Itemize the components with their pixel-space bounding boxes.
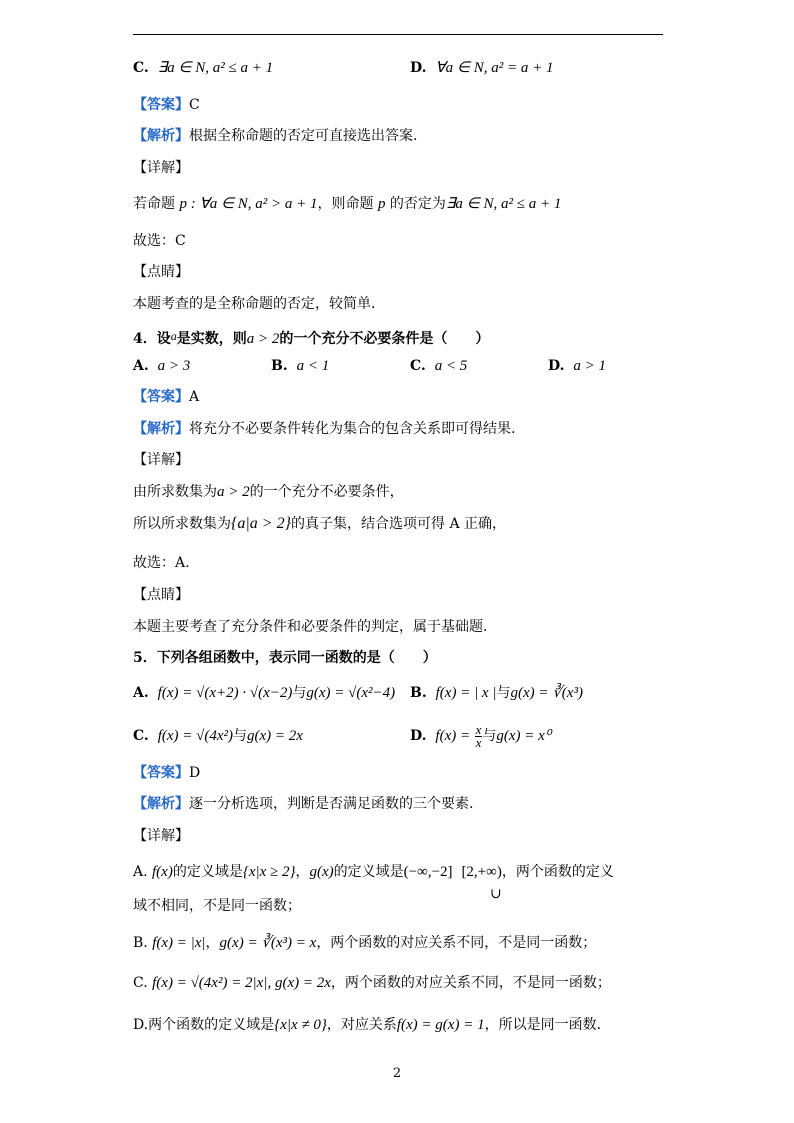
q3-analysis — [133, 126, 417, 146]
q3-option-c — [133, 58, 273, 78]
analysis-tag: 【解析】 — [133, 421, 189, 437]
math: p — [377, 196, 386, 212]
math: g(x) — [309, 864, 334, 880]
q4-option-c — [410, 356, 467, 376]
text: 的一个充分不必要条件是（ ） — [279, 331, 490, 347]
q5-option-d — [410, 722, 551, 750]
q4-detail-line-1 — [133, 482, 404, 502]
answer-tag: 【答案】 — [133, 97, 189, 113]
option-math: a < 1 — [296, 358, 330, 374]
option-label: C. — [133, 60, 149, 76]
option-math: g(x) = x⁰ — [496, 728, 551, 744]
text: B. — [133, 935, 153, 951]
q5-analysis — [133, 794, 473, 814]
q4-detail-line-2 — [133, 514, 506, 534]
math: {x|x ≥ 2} — [242, 864, 296, 880]
text: 若命题 — [133, 196, 180, 212]
q4-option-b — [271, 356, 329, 376]
page-number: 2 — [392, 1066, 402, 1081]
text: ，两个函数的对应关系不同，不是同一函数； — [330, 975, 611, 991]
comment-text: 本题主要考查了充分条件和必要条件的判定，属于基础题. — [133, 619, 488, 635]
text: D.两个函数的定义域是 — [133, 1017, 275, 1033]
analysis-tag: 【解析】 — [133, 796, 189, 812]
math: (−∞,−2] — [403, 864, 453, 880]
analysis-text: 将充分不必要条件转化为集合的包含关系即可得结果. — [189, 421, 516, 437]
q3-detail-line — [133, 194, 561, 214]
text: ，则命题 — [317, 196, 378, 212]
text: 与 — [496, 685, 511, 701]
q5-option-a — [133, 683, 395, 703]
q5-detail-b — [133, 933, 596, 953]
detail-tag: 【详解】 — [133, 452, 189, 468]
answer-tag: 【答案】 — [133, 765, 189, 781]
text: ， — [205, 935, 220, 951]
comment-text: 本题考查的是全称命题的否定，较简单. — [133, 296, 376, 312]
text: 的真子集，结合选项可得 A 正确， — [291, 516, 507, 532]
text: 的一个充分不必要条件， — [249, 484, 404, 500]
numerator: x — [475, 721, 482, 737]
q5-detail-c — [133, 973, 611, 993]
text: C. — [133, 975, 153, 991]
answer-value: A — [189, 389, 200, 405]
math: a > 2 — [246, 331, 280, 347]
math: [2,+∞) — [461, 864, 502, 880]
option-math: a > 1 — [573, 358, 607, 374]
analysis-text: 根据全称命题的否定可直接选出答案. — [189, 128, 418, 144]
option-label: B. — [271, 358, 288, 374]
comment-tag: 【点睛】 — [133, 264, 189, 280]
q3-answer — [133, 95, 200, 115]
conclusion: 故选：C — [133, 233, 186, 249]
answer-tag: 【答案】 — [133, 389, 189, 405]
option-math: f(x) = | x | — [435, 685, 497, 701]
option-math: f(x) = √(4x²) — [157, 728, 234, 744]
comment-tag: 【点睛】 — [133, 587, 189, 603]
conclusion: 故选：A. — [133, 555, 190, 571]
text: A. — [133, 864, 153, 880]
option-math: ∃a ∈ N, a² ≤ a + 1 — [157, 60, 274, 76]
text: ，所以是同一函数. — [484, 1017, 602, 1033]
text: 的定义域是 — [333, 864, 404, 880]
text: ，两个函数的对应关系不同，不是同一函数； — [316, 935, 597, 951]
option-label: D. — [548, 358, 565, 374]
detail-tag: 【详解】 — [133, 160, 189, 176]
option-label: A. — [133, 358, 149, 374]
text: 与 — [482, 728, 497, 744]
text: 所以所求数集为 — [133, 516, 231, 532]
q5-detail-a-cont: 域不相同，不是同一函数； — [133, 898, 301, 914]
text: ，两个函数的定义 — [501, 864, 614, 880]
answer-value: C — [189, 97, 200, 113]
q3-option-d — [410, 58, 554, 78]
q5-answer — [133, 763, 200, 783]
q5-option-c — [133, 726, 303, 746]
q4-option-a — [133, 356, 190, 376]
option-math: g(x) = ∛(x³) — [510, 685, 583, 701]
math: {a|a > 2} — [231, 515, 291, 532]
math: f(x) = √(4x²) = 2|x|, g(x) = 2x — [152, 975, 331, 991]
math: {x|x ≠ 0} — [274, 1017, 327, 1033]
text: 的否定为 — [385, 196, 446, 212]
top-rule — [133, 34, 663, 35]
text: ， — [295, 864, 310, 880]
math: f(x) — [152, 864, 173, 880]
option-label: A. — [133, 685, 149, 701]
math: a — [170, 329, 177, 343]
option-math: a > 3 — [157, 358, 191, 374]
math: g(x) = ∛(x³) = x — [219, 935, 317, 951]
detail-tag: 【详解】 — [133, 828, 189, 844]
q4-answer — [133, 387, 199, 407]
analysis-text: 逐一分析选项，判断是否满足函数的三个要素. — [189, 796, 474, 812]
option-math: g(x) = 2x — [247, 728, 303, 744]
math: f(x) = |x| — [152, 935, 206, 951]
option-math: a < 5 — [434, 358, 468, 374]
math: a > 2 — [217, 484, 250, 500]
text: 与 — [233, 728, 248, 744]
option-label: C. — [133, 728, 149, 744]
denominator: x — [475, 734, 482, 750]
q5-detail-a — [133, 862, 614, 882]
text: 4．设 — [133, 331, 171, 347]
text: 由所求数集为 — [133, 484, 217, 500]
text: 的定义域是 — [172, 864, 243, 880]
q4-analysis — [133, 419, 515, 439]
option-math: f(x) = — [435, 728, 471, 744]
answer-value: D — [189, 765, 201, 781]
option-math: g(x) = √(x²−4) — [306, 685, 396, 701]
q4-option-d — [548, 356, 606, 376]
option-label: B. — [410, 685, 427, 701]
option-label: C. — [410, 358, 426, 374]
option-label: D. — [410, 60, 427, 76]
math: p : ∀a ∈ N, a² > a + 1 — [179, 196, 318, 212]
text: 是实数，则 — [176, 331, 247, 347]
option-label: D. — [410, 728, 427, 744]
union-symbol: ∪ — [490, 886, 502, 902]
math: f(x) = g(x) = 1 — [396, 1017, 485, 1033]
option-math: f(x) = √(x+2) · √(x−2) — [157, 685, 293, 701]
text: 与 — [292, 685, 307, 701]
q5-title: 5．下列各组函数中，表示同一函数的是（ ） — [133, 650, 437, 666]
option-math: ∀a ∈ N, a² = a + 1 — [435, 60, 554, 76]
text: ，对应关系 — [326, 1017, 397, 1033]
q4-title — [133, 326, 489, 349]
analysis-tag: 【解析】 — [133, 128, 189, 144]
q5-option-b — [410, 683, 583, 703]
math: ∃a ∈ N, a² ≤ a + 1 — [445, 196, 562, 212]
q5-detail-d — [133, 1015, 601, 1035]
